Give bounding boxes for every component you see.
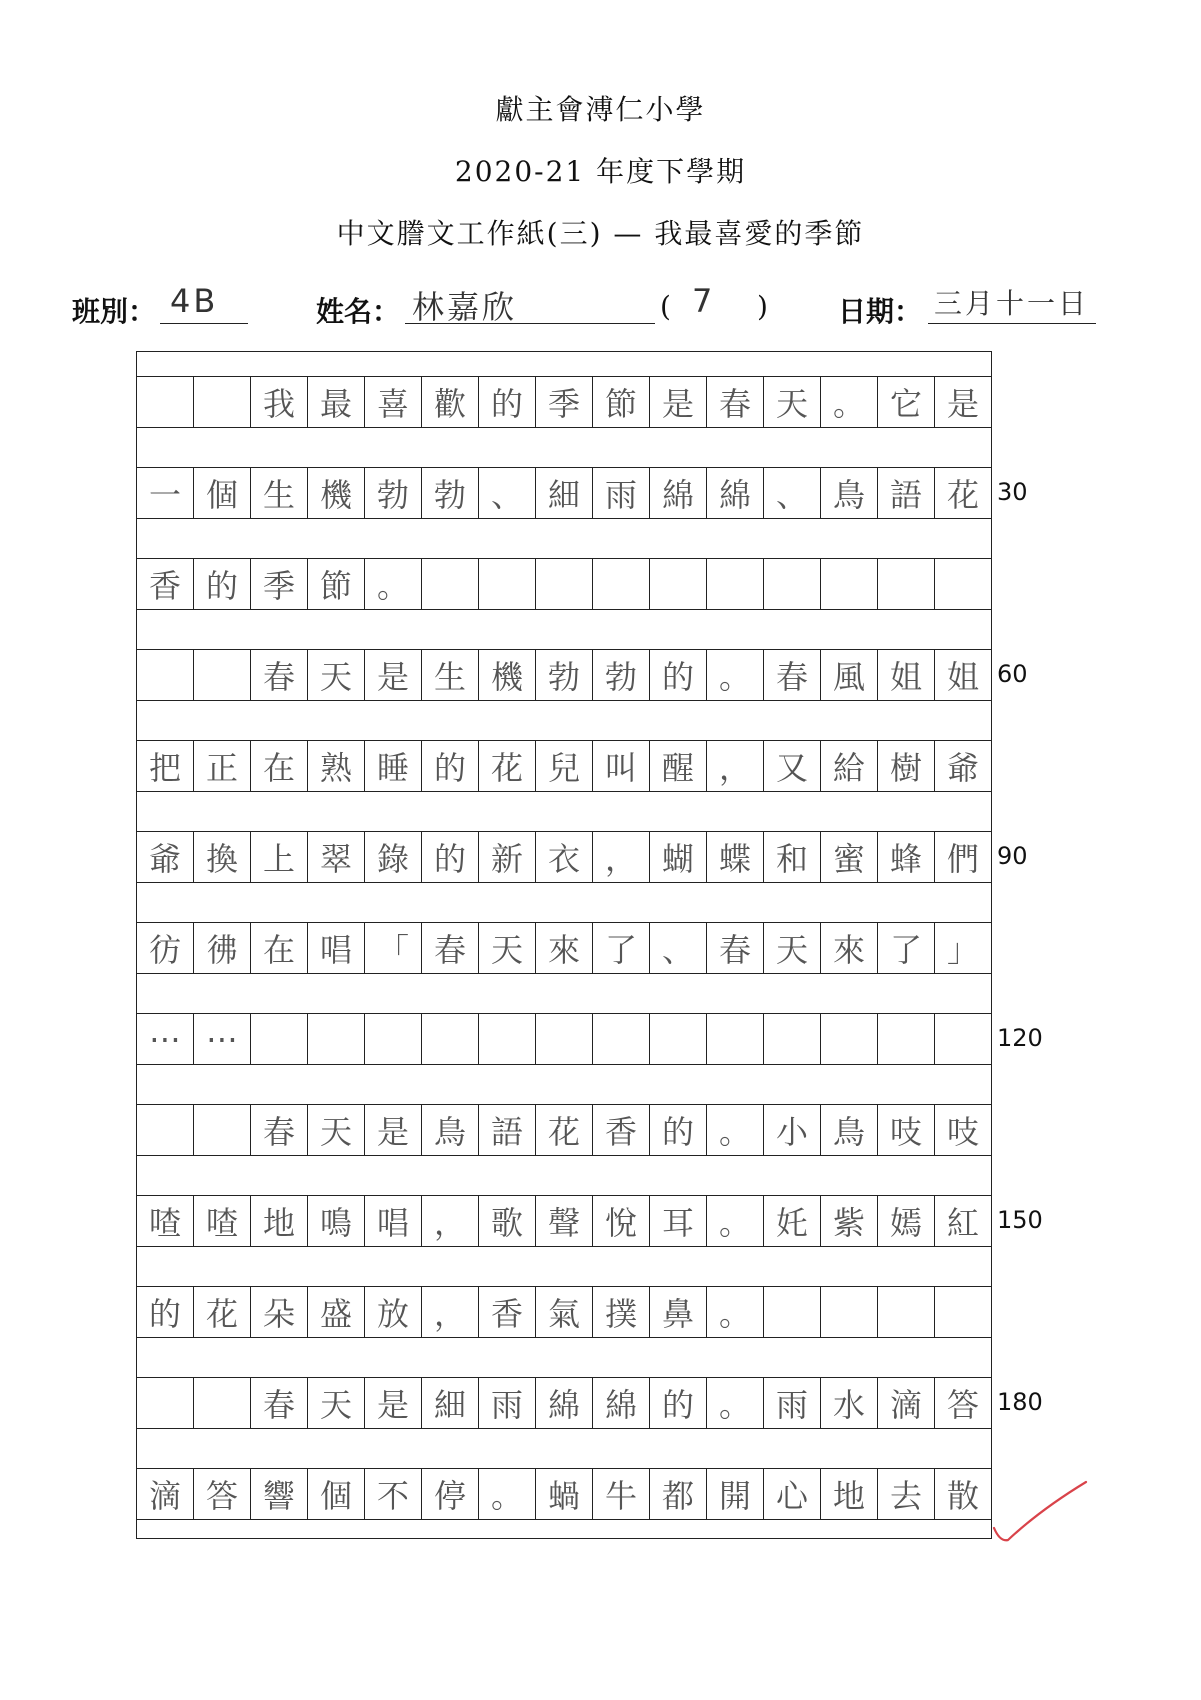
grid-cell: 的	[422, 740, 479, 791]
grid-cell: 。	[707, 649, 764, 700]
grid-cell: 蝴	[650, 831, 707, 882]
date-value: 三月十一日	[934, 287, 1090, 320]
grid-cell: 停	[422, 1468, 479, 1519]
grid-cell: 彷	[137, 922, 194, 973]
class-label: 班別：	[72, 295, 157, 328]
grid-cell: 彿	[194, 922, 251, 973]
grid-cell: 春	[422, 922, 479, 973]
grid-cell: 的	[650, 1377, 707, 1428]
grid-cell: 、	[764, 467, 821, 518]
grid-cell	[194, 1377, 251, 1428]
grid-cell: 唱	[308, 922, 365, 973]
grid-cell	[764, 1013, 821, 1064]
grid-cell	[479, 558, 536, 609]
grid-cell: 水	[821, 1377, 878, 1428]
grid-cell: 機	[479, 649, 536, 700]
grid-row	[137, 649, 991, 701]
grid-cell: 香	[137, 558, 194, 609]
grid-cell: 蜜	[821, 831, 878, 882]
grid-cell: 睡	[365, 740, 422, 791]
grid-row	[137, 1104, 991, 1156]
grid-cell: 天	[308, 649, 365, 700]
grid-cell: 。	[707, 1286, 764, 1337]
grid-cell: 是	[365, 1104, 422, 1155]
grid-cell: 都	[650, 1468, 707, 1519]
grid-row	[137, 376, 991, 428]
class-underline	[160, 323, 248, 324]
grid-cell: 細	[422, 1377, 479, 1428]
grid-cell: 、	[479, 467, 536, 518]
grid-cell: 勃	[593, 649, 650, 700]
grid-cell: 叫	[593, 740, 650, 791]
grid-cell	[878, 558, 935, 609]
grid-cell: ，	[422, 1286, 479, 1337]
grid-cell: 上	[251, 831, 308, 882]
grid-cell: 的	[650, 1104, 707, 1155]
grid-cell: 天	[479, 922, 536, 973]
grid-cell: ⋯	[194, 1013, 251, 1064]
grid-cell: 是	[365, 649, 422, 700]
grid-cell	[536, 1013, 593, 1064]
grid-cell: 機	[308, 467, 365, 518]
grid-cell: 散	[946, 1476, 979, 1515]
grid-cell: 春	[707, 376, 764, 427]
grid-cell: 悅	[593, 1195, 650, 1246]
grid-cell: 季	[536, 376, 593, 427]
grid-cell: 醒	[650, 740, 707, 791]
grid-cell: 姐	[878, 649, 935, 700]
grid-cell: 春	[764, 649, 821, 700]
grid-cell: 去	[878, 1468, 935, 1519]
word-count-label: 150	[997, 1206, 1043, 1234]
grid-cell: 答	[194, 1468, 251, 1519]
grid-cell: 氣	[536, 1286, 593, 1337]
grid-cell: 又	[764, 740, 821, 791]
grid-cell: 歌	[479, 1195, 536, 1246]
grid-cell: ，	[593, 831, 650, 882]
grid-cell: ⋯	[137, 1013, 194, 1064]
grid-cell: 了	[593, 922, 650, 973]
grid-cell: ，	[707, 740, 764, 791]
grid-cell: 翠	[308, 831, 365, 882]
name-label: 姓名：	[316, 295, 401, 328]
grid-cell: 。	[479, 1468, 536, 1519]
date-underline	[928, 323, 1096, 324]
grid-row	[137, 1195, 991, 1247]
grid-cell: 」	[946, 930, 979, 969]
grid-cell	[137, 649, 194, 700]
grid-cell	[707, 1013, 764, 1064]
name-underline	[405, 323, 655, 324]
grid-cell	[650, 558, 707, 609]
grid-cell: 春	[707, 922, 764, 973]
grid-cell: 衣	[536, 831, 593, 882]
grid-cell	[251, 1013, 308, 1064]
grid-row	[137, 1013, 991, 1065]
grid-cell: 春	[251, 1377, 308, 1428]
grid-cell: 香	[479, 1286, 536, 1337]
grid-cell: 雨	[764, 1377, 821, 1428]
grid-cell: 個	[308, 1468, 365, 1519]
grid-cell: 春	[251, 1104, 308, 1155]
grid-cell: 把	[137, 740, 194, 791]
grid-cell: 吱	[878, 1104, 935, 1155]
grid-cell: 的	[194, 558, 251, 609]
grid-cell: 放	[365, 1286, 422, 1337]
grid-cell: 開	[707, 1468, 764, 1519]
grid-cell: 細	[536, 467, 593, 518]
grid-cell: 鳴	[308, 1195, 365, 1246]
name-value: 林嘉欣	[412, 288, 518, 326]
grid-cell	[650, 1013, 707, 1064]
grid-row	[137, 831, 991, 883]
grid-cell: 。	[707, 1377, 764, 1428]
grid-cell: 熟	[308, 740, 365, 791]
grid-cell: 兒	[536, 740, 593, 791]
grid-cell: 撲	[593, 1286, 650, 1337]
grid-cell: 喳	[194, 1195, 251, 1246]
grid-cell: 花	[946, 475, 979, 514]
grid-cell	[479, 1013, 536, 1064]
grid-cell: 花	[479, 740, 536, 791]
grid-cell	[194, 1104, 251, 1155]
grid-cell: 蝸	[536, 1468, 593, 1519]
grid-cell: 正	[194, 740, 251, 791]
grid-cell: 生	[251, 467, 308, 518]
class-value: 4B	[170, 282, 219, 320]
grid-cell	[536, 558, 593, 609]
grid-cell: 。	[707, 1195, 764, 1246]
grid-cell: 心	[764, 1468, 821, 1519]
grid-cell: 朵	[251, 1286, 308, 1337]
grid-cell: 雨	[593, 467, 650, 518]
grid-cell: 紫	[821, 1195, 878, 1246]
grid-cell: 來	[821, 922, 878, 973]
grid-cell	[137, 376, 194, 427]
grid-cell	[422, 558, 479, 609]
grid-cell: 鳥	[821, 467, 878, 518]
grid-cell: 爺	[137, 831, 194, 882]
grid-cell: 不	[365, 1468, 422, 1519]
grid-cell: 天	[764, 922, 821, 973]
grid-row	[137, 1377, 991, 1429]
grid-cell: 在	[251, 922, 308, 973]
grid-cell: 勃	[365, 467, 422, 518]
grid-cell: 給	[821, 740, 878, 791]
grid-cell: 、	[650, 922, 707, 973]
term-title: 2020-21 年度下學期	[454, 155, 747, 188]
word-count-label: 120	[997, 1024, 1043, 1052]
grid-cell: 樹	[878, 740, 935, 791]
grid-cell	[764, 1286, 821, 1337]
grid-cell: 爺	[946, 748, 979, 787]
grid-cell: 響	[251, 1468, 308, 1519]
grid-cell: 我	[251, 376, 308, 427]
grid-cell	[194, 376, 251, 427]
grid-row	[137, 1468, 991, 1520]
grid-cell: 的	[137, 1286, 194, 1337]
writing-grid	[136, 351, 992, 1539]
grid-cell	[935, 1286, 991, 1337]
grid-cell: 蝶	[707, 831, 764, 882]
word-count-label: 30	[997, 478, 1028, 506]
grid-cell: 和	[764, 831, 821, 882]
grid-cell: 「	[365, 922, 422, 973]
number-open: (	[660, 290, 671, 323]
grid-cell: 雨	[479, 1377, 536, 1428]
grid-cell: 節	[308, 558, 365, 609]
word-count-label: 60	[997, 660, 1028, 688]
grid-cell: 季	[251, 558, 308, 609]
grid-cell: 聲	[536, 1195, 593, 1246]
grid-cell: 勃	[536, 649, 593, 700]
grid-cell: 。	[821, 376, 878, 427]
grid-row	[137, 740, 991, 792]
grid-cell: 春	[251, 649, 308, 700]
grid-cell: 了	[878, 922, 935, 973]
date-label: 日期：	[838, 295, 923, 328]
grid-cell: 的	[479, 376, 536, 427]
grid-cell: 答	[946, 1385, 979, 1424]
grid-cell: 花	[194, 1286, 251, 1337]
grid-cell: 綿	[707, 467, 764, 518]
worksheet-title: 中文謄文工作紙(三) — 我最喜愛的季節	[336, 217, 865, 250]
grid-cell: 勃	[422, 467, 479, 518]
grid-cell	[821, 1013, 878, 1064]
grid-row	[137, 467, 991, 519]
grid-row	[137, 558, 991, 610]
grid-cell: 綿	[650, 467, 707, 518]
grid-cell: 最	[308, 376, 365, 427]
grid-cell: 來	[536, 922, 593, 973]
grid-cell	[821, 1286, 878, 1337]
grid-cell: 天	[308, 1104, 365, 1155]
grid-cell: 姐	[946, 657, 979, 696]
grid-cell	[593, 1013, 650, 1064]
grid-cell	[593, 558, 650, 609]
school-name: 獻主會溥仁小學	[495, 93, 706, 126]
grid-cell: 們	[946, 839, 979, 878]
grid-cell: ，	[422, 1195, 479, 1246]
grid-cell: 換	[194, 831, 251, 882]
grid-cell: 滴	[878, 1377, 935, 1428]
number-value: 7	[692, 282, 716, 320]
word-count-label: 180	[997, 1388, 1043, 1416]
grid-cell: 它	[878, 376, 935, 427]
grid-cell: 錄	[365, 831, 422, 882]
grid-cell: 香	[593, 1104, 650, 1155]
grid-cell: 鳥	[422, 1104, 479, 1155]
grid-cell: 是	[650, 376, 707, 427]
grid-cell: 在	[251, 740, 308, 791]
grid-cell	[878, 1286, 935, 1337]
grid-cell	[422, 1013, 479, 1064]
grid-cell: 地	[251, 1195, 308, 1246]
grid-row	[137, 1286, 991, 1338]
number-close: )	[757, 290, 768, 323]
grid-cell: 盛	[308, 1286, 365, 1337]
grid-cell	[878, 1013, 935, 1064]
grid-cell: 鳥	[821, 1104, 878, 1155]
grid-cell: 耳	[650, 1195, 707, 1246]
grid-cell: 的	[650, 649, 707, 700]
grid-cell: 的	[422, 831, 479, 882]
grid-cell: 滴	[137, 1468, 194, 1519]
grid-cell: 節	[593, 376, 650, 427]
grid-cell: 是	[365, 1377, 422, 1428]
grid-cell	[308, 1013, 365, 1064]
grid-cell	[764, 558, 821, 609]
grid-cell: 地	[821, 1468, 878, 1519]
grid-cell: 奼	[764, 1195, 821, 1246]
grid-cell: 蜂	[878, 831, 935, 882]
grid-cell: 花	[536, 1104, 593, 1155]
grid-cell: 語	[878, 467, 935, 518]
grid-row	[137, 922, 991, 974]
grid-cell: 小	[764, 1104, 821, 1155]
grid-cell	[935, 1013, 991, 1064]
grid-cell	[137, 1377, 194, 1428]
grid-cell	[194, 649, 251, 700]
grid-cell: 個	[194, 467, 251, 518]
grid-cell: 是	[946, 384, 979, 423]
grid-cell: 生	[422, 649, 479, 700]
grid-cell	[137, 1104, 194, 1155]
grid-cell: 喜	[365, 376, 422, 427]
check-mark-icon	[990, 1480, 1090, 1550]
grid-cell	[365, 1013, 422, 1064]
grid-cell: 吱	[946, 1112, 979, 1151]
grid-cell: 天	[308, 1377, 365, 1428]
grid-cell: 一	[137, 467, 194, 518]
grid-cell: 。	[707, 1104, 764, 1155]
grid-cell: 歡	[422, 376, 479, 427]
grid-cell	[935, 558, 991, 609]
grid-cell: 風	[821, 649, 878, 700]
grid-cell: 鼻	[650, 1286, 707, 1337]
grid-cell: 新	[479, 831, 536, 882]
grid-cell: 唱	[365, 1195, 422, 1246]
grid-cell: 紅	[946, 1203, 979, 1242]
grid-cell: 綿	[536, 1377, 593, 1428]
grid-cell: 。	[365, 558, 422, 609]
word-count-label: 90	[997, 842, 1028, 870]
grid-cell: 喳	[137, 1195, 194, 1246]
grid-cell	[707, 558, 764, 609]
grid-cell: 天	[764, 376, 821, 427]
grid-cell: 嫣	[878, 1195, 935, 1246]
grid-cell: 綿	[593, 1377, 650, 1428]
grid-cell: 語	[479, 1104, 536, 1155]
grid-cell: 牛	[593, 1468, 650, 1519]
grid-cell	[821, 558, 878, 609]
